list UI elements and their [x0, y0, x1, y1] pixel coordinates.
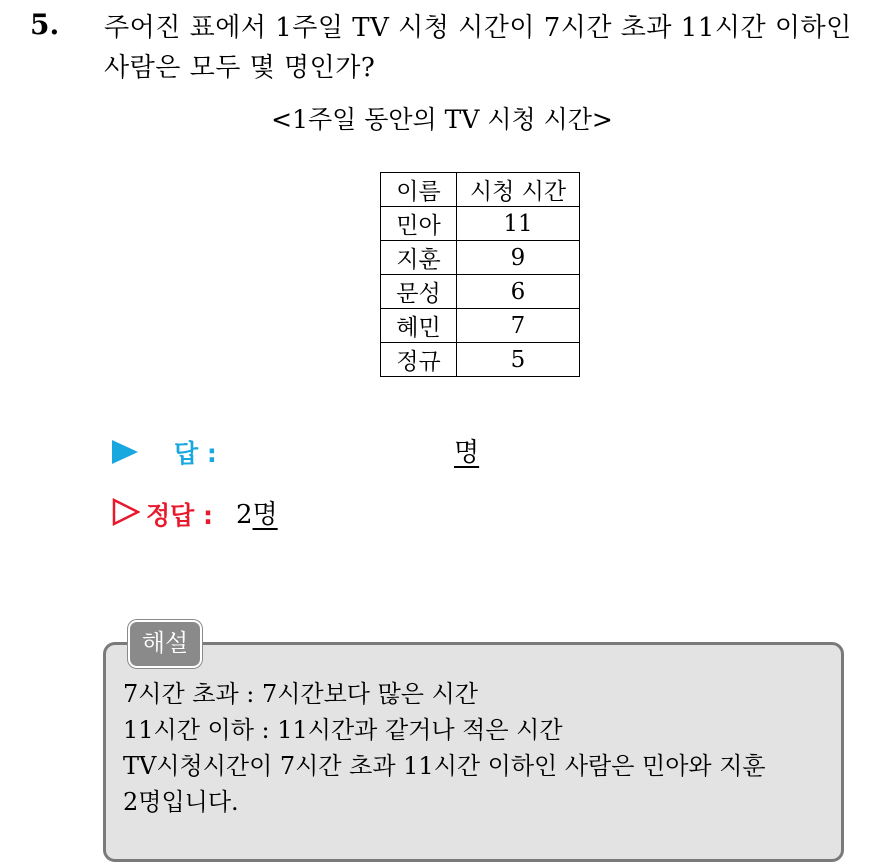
- row-hours: 7: [457, 309, 580, 343]
- table-row: [381, 207, 580, 241]
- table-title: <1주일 동안의 TV 시청 시간>: [271, 105, 613, 134]
- correct-value: [236, 494, 278, 531]
- answer-unit: 명: [454, 438, 480, 468]
- question-number: 5.: [30, 8, 60, 41]
- correct-number: 2: [236, 500, 253, 530]
- row-name: 지훈: [381, 241, 457, 275]
- row-name: 민아: [381, 207, 457, 241]
- table-header-row: [381, 173, 580, 207]
- explanation-line: 7시간 초과 : 7시간보다 많은 시간: [123, 680, 478, 708]
- row-name: 문성: [381, 275, 457, 309]
- table-row: [381, 275, 580, 309]
- table-row: [381, 241, 580, 275]
- explanation-line: 11시간 이하 : 11시간과 같거나 적은 시간: [123, 716, 563, 744]
- outline-triangle-icon: [112, 498, 140, 526]
- correct-label: 정답 :: [146, 501, 214, 530]
- header-name: 이름: [381, 173, 457, 207]
- row-hours: 5: [457, 343, 580, 377]
- correct-answer-row: [108, 494, 608, 534]
- table-row: [381, 309, 580, 343]
- correct-unit: 명: [252, 500, 278, 530]
- explanation-line: 2명입니다.: [123, 788, 239, 816]
- answer-row: [108, 432, 608, 472]
- row-name: 혜민: [381, 309, 457, 343]
- question-text: 주어진 표에서 1주일 TV 시청 시간이 7시간 초과 11시간 이하인 사람은 모두 몇 명인가?: [104, 13, 852, 83]
- table-row: [381, 343, 580, 377]
- explanation-text: [123, 676, 833, 820]
- row-hours: 9: [457, 241, 580, 275]
- answer-label: 답 :: [174, 439, 217, 468]
- explanation-line: TV시청시간이 7시간 초과 11시간 이하인 사람은 민아와 지훈: [123, 752, 766, 780]
- row-name: 정규: [381, 343, 457, 377]
- row-hours: 6: [457, 275, 580, 309]
- explanation-tab: 해설: [128, 620, 202, 668]
- solid-triangle-icon: [112, 440, 138, 464]
- tv-watch-table: [380, 172, 580, 377]
- header-hours: 시청 시간: [457, 173, 580, 207]
- row-hours: 11: [457, 207, 580, 241]
